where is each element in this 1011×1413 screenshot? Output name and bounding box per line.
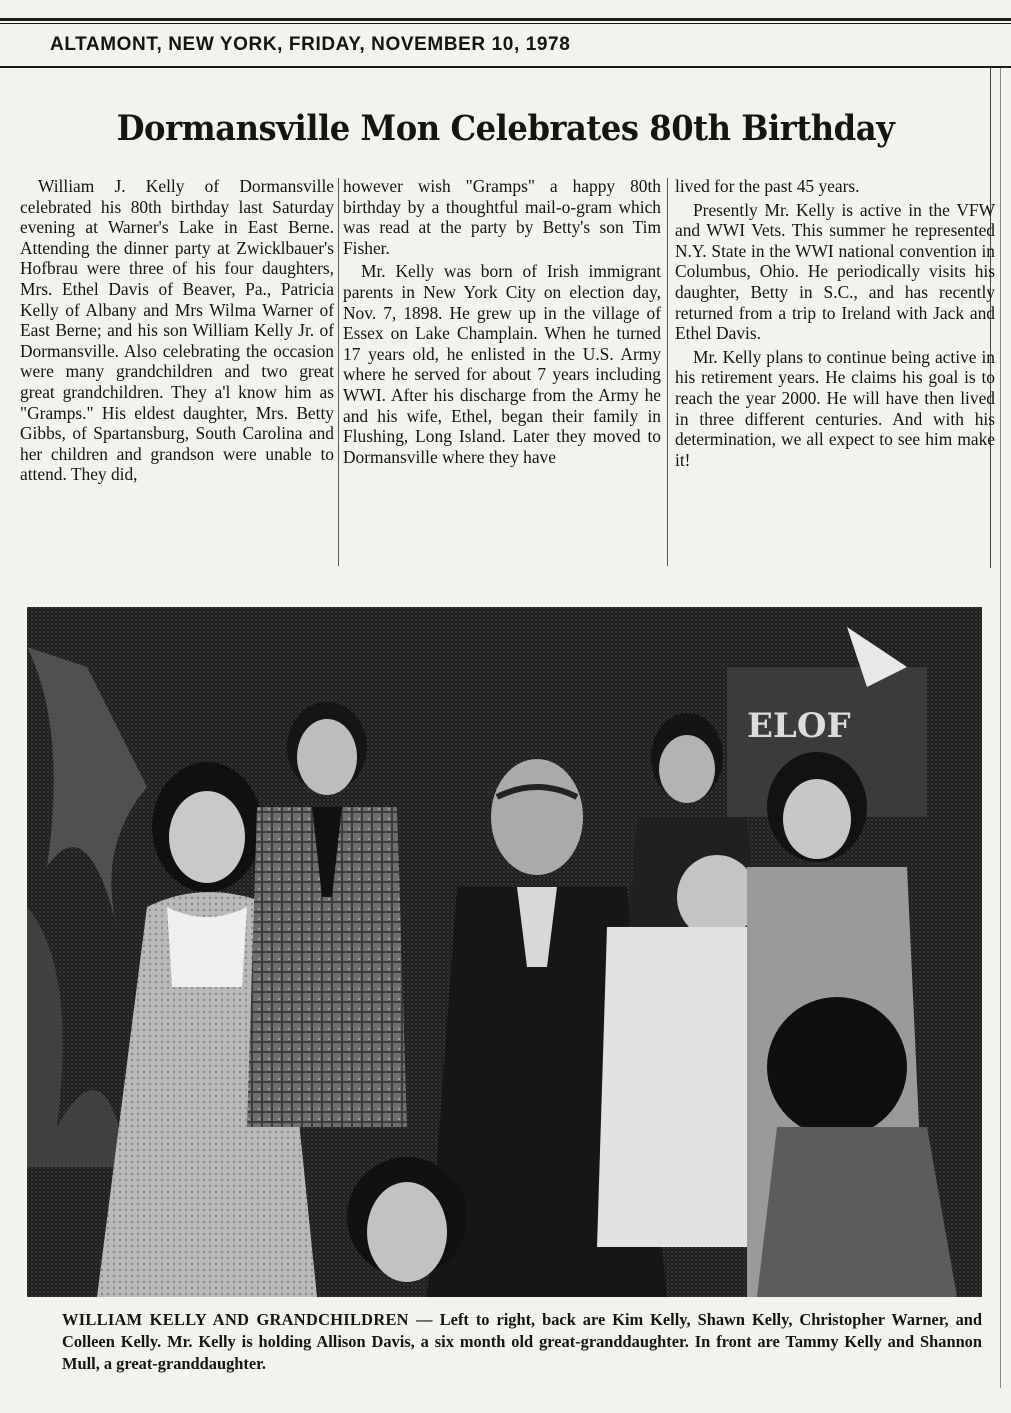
page-edge-rule <box>1000 68 1001 1388</box>
photo-caption <box>62 1309 982 1375</box>
person-hair <box>767 997 907 1137</box>
person-face <box>169 791 245 883</box>
person-face <box>367 1182 447 1282</box>
caption-body: Left to right, back are Kim Kelly, Shawn Kelly, Christopher Warner, and Colleen Kelly. Mr. Kelly is holding Allison Davis, a six month old great-granddaughter. In front are Tammy Kelly and Shannon Mull, a great-granddaughter. <box>62 1310 982 1373</box>
person-face <box>783 779 851 859</box>
dress-collar <box>167 907 247 987</box>
family-photo <box>27 607 982 1297</box>
column-2-continuation: however wish "Gramps" a happy 80th birthday by a thoughtful mail-o-gram which was read at the party by Betty's son Tim Fisher. <box>343 176 661 258</box>
column-3-paragraph: Mr. Kelly plans to continue being active in his retirement years. He claims his goal is to reach the year 2000. He will have then lived in three different centuries. And with his determination, we all expect to see him make it! <box>675 346 995 470</box>
person-face <box>297 719 357 795</box>
family-photo-illustration <box>27 607 982 1297</box>
dateline-rule <box>0 66 1011 68</box>
column-divider <box>667 178 668 566</box>
caption-lead: WILLIAM KELLY AND GRANDCHILDREN — <box>62 1310 433 1329</box>
banner-lettering: ELOF <box>747 706 851 746</box>
masthead-rule-thin <box>0 23 1011 24</box>
baby-face <box>677 855 757 939</box>
column-3-continuation: lived for the past 45 years. <box>675 176 860 196</box>
column-2-paragraph: Mr. Kelly was born of Irish immigrant parents in New York City on election day, Nov. 7, 1898. He grew up in the village of Essex on Lake Champlain. When he turned 17 years old, he enlisted in the U.S. Army where he served for about 7 years including WWI. After his discharge from the Army he and his wife, Ethel, began their family in Flushing, Long Island. Later they moved to Dormansville where they have <box>343 261 661 467</box>
child-outfit <box>757 1127 957 1297</box>
column-3-paragraph: Presently Mr. Kelly is active in the VFW and WWI Vets. This summer he represented N.Y. State in the WWI national convention in Columbus, Ohio. He periodically visits his daughter, Betty in S.C., and has recently returned from a trip to Ireland with Jack and Ethel Davis. <box>675 199 995 344</box>
masthead-rule-thick <box>0 18 1011 21</box>
article-column-2 <box>343 176 661 467</box>
dateline: ALTAMONT, NEW YORK, FRIDAY, NOVEMBER 10, 1978 <box>50 34 571 55</box>
person-face <box>659 735 715 803</box>
person-face <box>491 759 583 875</box>
article-column-1 <box>20 176 334 485</box>
column-1-text: William J. Kelly of Dormansville celebrated his 80th birthday last Saturday evening at Warner's Lake in East Berne. Attending the dinner party at Zwicklbauer's Hofbrau were three of his four daughters, Mrs. Ethel Davis of Beaver, Pa., Patricia Kelly of Albany and Mrs Wilma Warner of East Berne; and his son William Kelly Jr. of Dormansville. Also celebrating the occasion were many grandchildren and two great great grandchildren. They a'l know him as "Gramps." His eldest daughter, Mrs. Betty Gibbs, of Spartansburg, South Carolina and her children and grandson were unable to attend. They did, <box>20 176 334 485</box>
article-headline: Dormansville Mon Celebrates 80th Birthday <box>116 108 895 149</box>
column-divider <box>338 178 339 566</box>
article-column-3 <box>675 176 995 470</box>
